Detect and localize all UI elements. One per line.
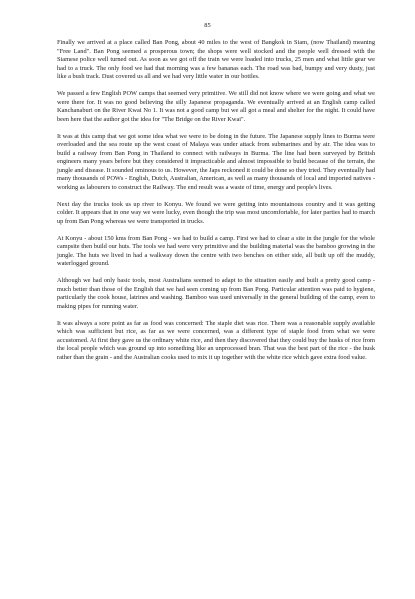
paragraph: Finally we arrived at a place called Ban Pong, about 40 miles to the west of Bangkok in Siam, (now Thailand) meaning "Free Land". Ban Pong seemed a prosperous town; the shops were well stocked and the people well dressed with the Siamese police well turned out. As soon as we got off the train we were loaded into trucks, 25 men and what little gear we had to a truck. The only food we had that morning was a few bananas each. The road was bad, bumpy and very dusty, just like a bush track. Dust covered us all and we had very little water in our bottles. (57, 39, 375, 80)
paragraph: We passed a few English POW camps that seemed very primitive. We still did not know where we were going and what we were there for. It was no good believing the silly Japanese propaganda. We eventually arrived at an English camp called Kanchanaburi on the River Kwai No 1. It was not a good camp but we all got a meal and shelter for the night. It could have been here that the author got the idea for "The Bridge on the River Kwai". (57, 90, 375, 123)
paragraph: At Konyu - about 150 kms from Ban Pong - we had to build a camp. First we had to clear a site in the jungle for the whole campsite then build our huts. The tools we had were very primitive and the building material was the bamboo growing in the jungle. The huts we lived in had a walkway down the centre with two benches on either side, all built up off the muddy, waterlogged ground. (57, 234, 375, 267)
page-number: 85 (204, 22, 211, 29)
paragraph: Although we had only basic tools, most Australians seemed to adapt to the situation easily and built a pretty good camp - much better than those of the English that we had seen coming up from Ban Pong. Particular attention was paid to hygiene, particularly the cook house, latrines and washing. Bamboo was used universally in the general building of the camp, even to making pipes for running water. (57, 277, 375, 310)
page-body (57, 39, 375, 371)
paragraph: It was always a sore point as far as food was concerned: The staple diet was rice. There was a reasonable supply available which was sufficient but rice, as far as we were concerned, was a different type of staple food from what we were accustomed. At first they gave us the ordinary white rice, and then they discovered that they could buy the husks of rice from the local people which was ground up into something like an unprocessed bran. That was the best part of the rice - the husk rather than the grain - and the Australian cooks used to mix it up together with the white rice which gave extra food value. (57, 319, 375, 361)
paragraph: Next day the trucks took us up river to Konyu. We found we were getting into mountainous country and it was getting colder. It appears that in one way we were lucky, even though the trip was most uncomfortable, for later parties had to march up from Ban Pong whereas we were transported in trucks. (57, 200, 375, 225)
paragraph: It was at this camp that we got some idea what we were to be doing in the future. The Japanese supply lines to Burma were overloaded and the sea route up the west coast of Malaya was under attack from submarines and by air. The idea was to build a railway from Ban Pong in Thailand to connect with railways in Burma. The line had been surveyed by British engineers many years before but they considered it impracticable and almost impossible to build because of the terrain, the jungle and disease. It sounded ominous to us. However, the Japs reckoned it could be done so they tried. They eventually had many thousands of POWs - English, Dutch, Australian, American, as well as many thousands of local and imported natives - working as labourers to construct the Railway. The end result was a waste of time, energy and people's lives. (57, 132, 375, 191)
